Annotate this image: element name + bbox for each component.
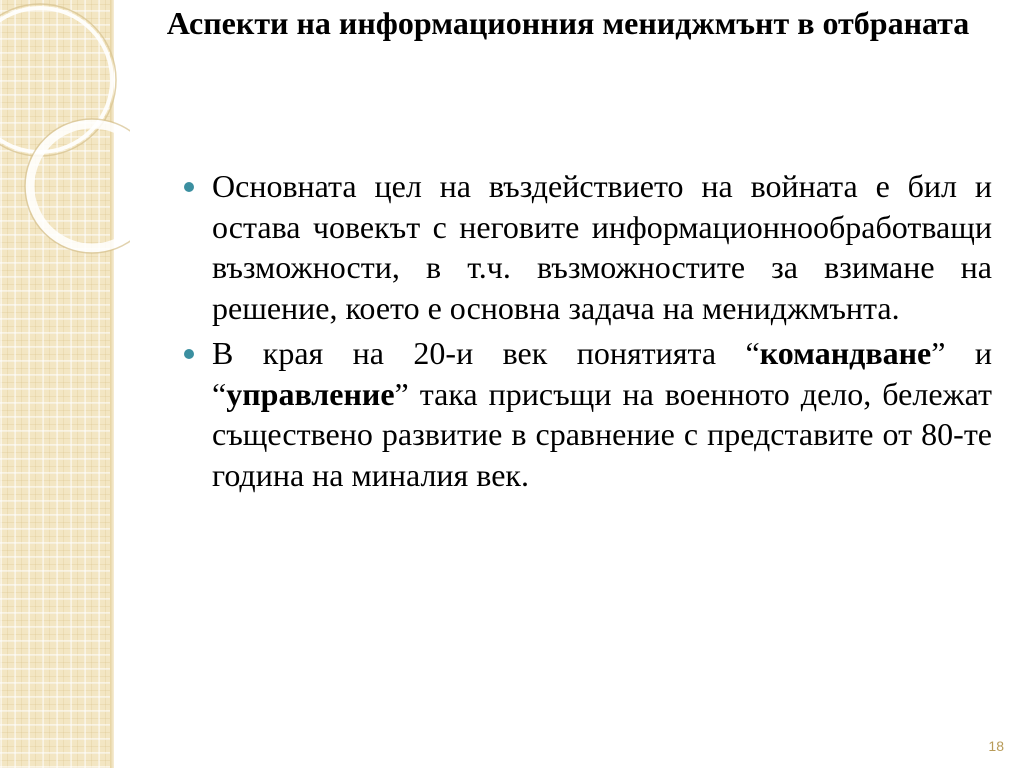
slide-number: 18 <box>988 738 1004 754</box>
slide-title: Аспекти на информационния мениджмънт в отбраната <box>166 5 970 41</box>
bullet-text: В края на 20-и век понятията “ <box>212 335 760 371</box>
bullet-item <box>180 166 992 328</box>
bullet-text: ” така присъщи на военното дело, бележат съществено развитие в сравнение с представите от 80-те година на миналия век. <box>212 375 992 493</box>
bullet-text: ” и “ <box>212 335 993 412</box>
bullet-icon <box>184 349 194 359</box>
deco-circle-medium <box>30 124 130 248</box>
decorative-circles <box>0 0 130 768</box>
bullet-list <box>180 166 992 495</box>
bullet-text-bold: управление <box>226 375 395 412</box>
bullet-text: Основната цел на въздействието на войната е бил и остава човекът с неговите информационнообработващи възможности, в т.ч. възможностите за взимане на решение, което е основна задача на мениджмънта. <box>212 168 992 326</box>
bullet-icon <box>184 182 194 192</box>
bullet-text-bold: командване <box>759 335 932 371</box>
bullet-item <box>180 333 992 495</box>
deco-circle-medium-outline <box>25 119 130 253</box>
